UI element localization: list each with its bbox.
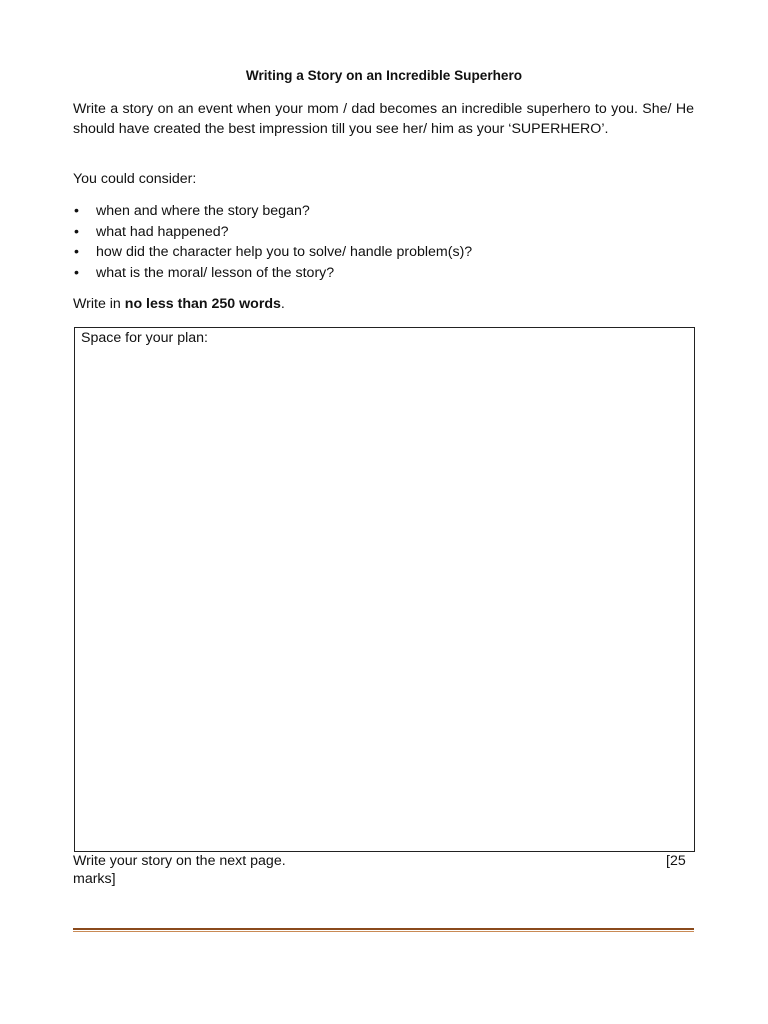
marks-label-close: marks] [73, 871, 116, 887]
list-item [73, 242, 472, 263]
plan-box[interactable] [74, 327, 695, 852]
footer-instruction: Write your story on the next page. [73, 853, 286, 869]
word-count-emphasis: no less than 250 words [124, 296, 281, 312]
consider-label: You could consider: [73, 171, 197, 187]
consider-list [73, 201, 472, 283]
bullet-icon: • [74, 244, 79, 260]
list-item-text: what is the moral/ lesson of the story? [96, 264, 335, 281]
page-title: Writing a Story on an Incredible Superhero [245, 68, 523, 83]
word-count-prefix: Write in [73, 296, 125, 312]
list-item-text: when and where the story began? [96, 203, 310, 219]
list-item-text: what had happened? [96, 223, 229, 240]
word-count-suffix: . [280, 296, 285, 312]
plan-box-label: Space for your plan: [81, 330, 208, 346]
bullet-icon: • [74, 203, 79, 219]
list-item [73, 222, 472, 243]
word-count-instruction [73, 294, 285, 314]
list-item [73, 201, 472, 222]
list-item [73, 263, 472, 284]
marks-label-open: [25 [666, 853, 686, 869]
footer-rule-light [73, 931, 694, 932]
bullet-icon: • [74, 264, 79, 281]
bullet-icon: • [74, 223, 79, 240]
footer-rule-dark [73, 928, 694, 930]
list-item-text: how did the character help you to solve/ handle problem(s)? [96, 244, 473, 260]
intro-paragraph: Write a story on an event when your mom / dad becomes an incredible superhero to you. She/ He should have created the best impression till you see her/ him as your ‘SUPERHERO’. [73, 101, 694, 137]
